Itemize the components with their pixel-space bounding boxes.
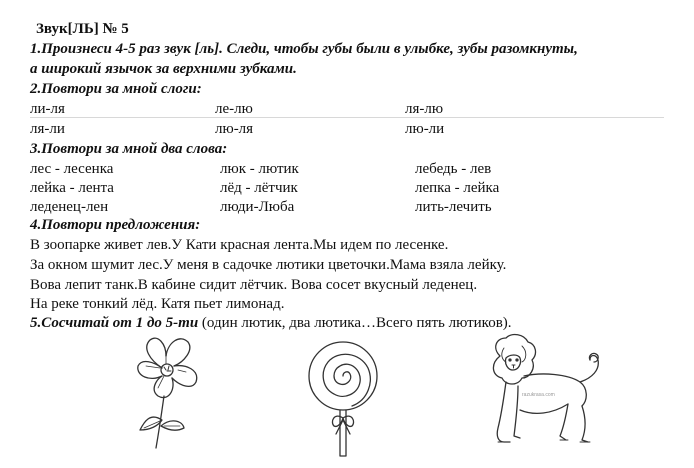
sentence-line: На реке тонкий лёд. Катя пьет лимонад. — [30, 296, 285, 312]
sentence-line: За окном шумит лес.У меня в садочке лютики цветочки.Мама взяла лейку. — [30, 257, 507, 273]
flower-icon — [120, 330, 220, 455]
task2-heading: 2.Повтори за мной слоги: — [30, 81, 202, 97]
word-pair: люди-Люба — [220, 199, 295, 215]
task4-heading: 4.Повтори предложения: — [30, 217, 201, 233]
word-pair: леденец-лен — [30, 199, 109, 215]
word-pair: лёд - лётчик — [220, 180, 298, 196]
syllable: ля-ли — [30, 121, 65, 137]
sentence-line: Вова лепит танк.В кабине сидит лётчик. Вова сосет вкусный леденец. — [30, 277, 478, 293]
syllable: лю-ля — [215, 121, 254, 137]
word-pair: лепка - лейка — [415, 180, 500, 196]
word-pair: лебедь - лев — [415, 161, 492, 177]
word-pair: лес - лесенка — [30, 161, 114, 177]
syllable: ле-лю — [215, 101, 253, 117]
syllable: ли-ля — [30, 101, 65, 117]
task5-instruction: 5.Сосчитай от 1 до 5-ти — [30, 315, 199, 331]
task3-heading: 3.Повтори за мной два слова: — [30, 141, 228, 157]
worksheet-title: Звук[ЛЬ] № 5 — [36, 21, 129, 37]
word-pair: люк - лютик — [220, 161, 299, 177]
lollipop-icon — [288, 338, 398, 463]
task5-example: (один лютик, два лютика…Всего пять лютиков). — [198, 315, 512, 331]
sentence-line: В зоопарке живет лев.У Кати красная лента.Мы идем по лесенке. — [30, 237, 449, 253]
word-pair: лить-лечить — [415, 199, 492, 215]
task1-line1: 1.Произнеси 4-5 раз звук [ль]. Следи, чтобы губы были в улыбке, зубы разомкнуты, — [30, 41, 578, 57]
watermark: razukrasa.com — [522, 392, 555, 398]
divider — [30, 117, 664, 118]
task5-line — [30, 314, 512, 332]
word-pair: лейка - лента — [30, 180, 114, 196]
lion-icon — [472, 330, 612, 455]
syllable: ля-лю — [405, 101, 444, 117]
task1-line2: а широкий язычок за верхними зубками. — [30, 61, 297, 77]
syllable: лю-ли — [405, 121, 445, 137]
